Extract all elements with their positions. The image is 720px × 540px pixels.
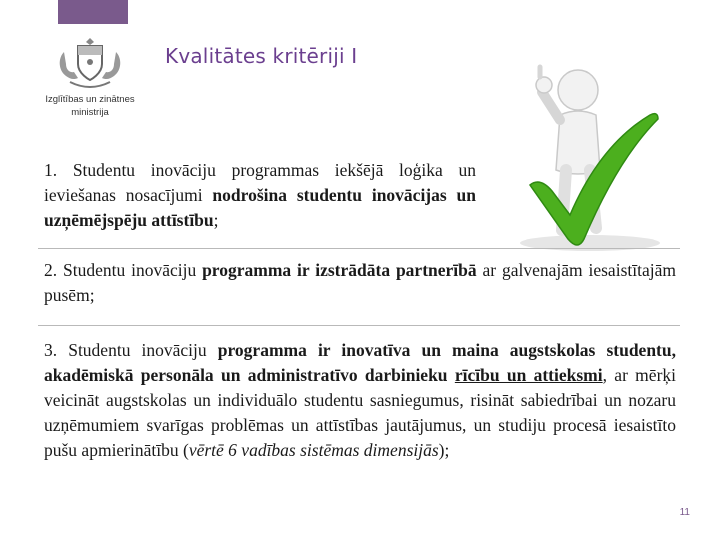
criterion-1	[44, 158, 476, 233]
ministry-logo	[40, 32, 140, 124]
criterion-1-lead: 1. Studentu inovāciju programmas iekšējā loģika un ieviešanas nosacījumi	[44, 160, 476, 205]
criterion-3-tail: );	[438, 440, 450, 460]
slide-title: Kvalitātes kritēriji I	[165, 44, 358, 68]
divider-1	[38, 248, 680, 249]
criterion-3-italic: vērtē 6 vadības sistēmas dimensijās	[188, 440, 439, 460]
criterion-2-lead: 2. Studentu inovāciju	[44, 260, 203, 280]
criterion-3	[44, 338, 676, 463]
criterion-3-middle: , ar mērķi veicināt augstskolas un individuālo studentu sasniegumus, risināt sabiedrībai un nozaru uzņēmumiem svarīgas problēmas un attīstības jautājumus, un studiju procesā iesaistīto pušu apmierinātību (	[44, 365, 677, 460]
coat-of-arms-icon	[50, 32, 130, 92]
criterion-3-bold: programma ir inovatīva un maina augstskolas studentu, akadēmiskā personāla un administratīvo darbinieku	[44, 340, 676, 385]
criterion-2	[44, 258, 676, 308]
criterion-2-bold: programma ir izstrādāta partnerībā	[202, 260, 477, 280]
top-accent-bar	[58, 0, 128, 24]
ministry-name-line1: Izglītības un zinātnes	[45, 94, 135, 105]
criterion-1-tail: ;	[213, 210, 219, 230]
page-number: 11	[679, 507, 690, 518]
divider-2	[38, 325, 680, 326]
criterion-3-underlined: rīcību un attieksmi	[454, 365, 603, 385]
ministry-name-line2: ministrija	[71, 107, 109, 118]
criterion-2-tail: ar galvenajām iesaistītajām pusēm;	[44, 260, 676, 305]
criterion-1-bold: nodrošina studentu inovācijas un uzņēmējspēju attīstību	[44, 185, 476, 230]
criterion-3-lead: 3. Studentu inovāciju	[44, 340, 218, 360]
thumbs-up-checkmark-figure	[490, 55, 690, 255]
